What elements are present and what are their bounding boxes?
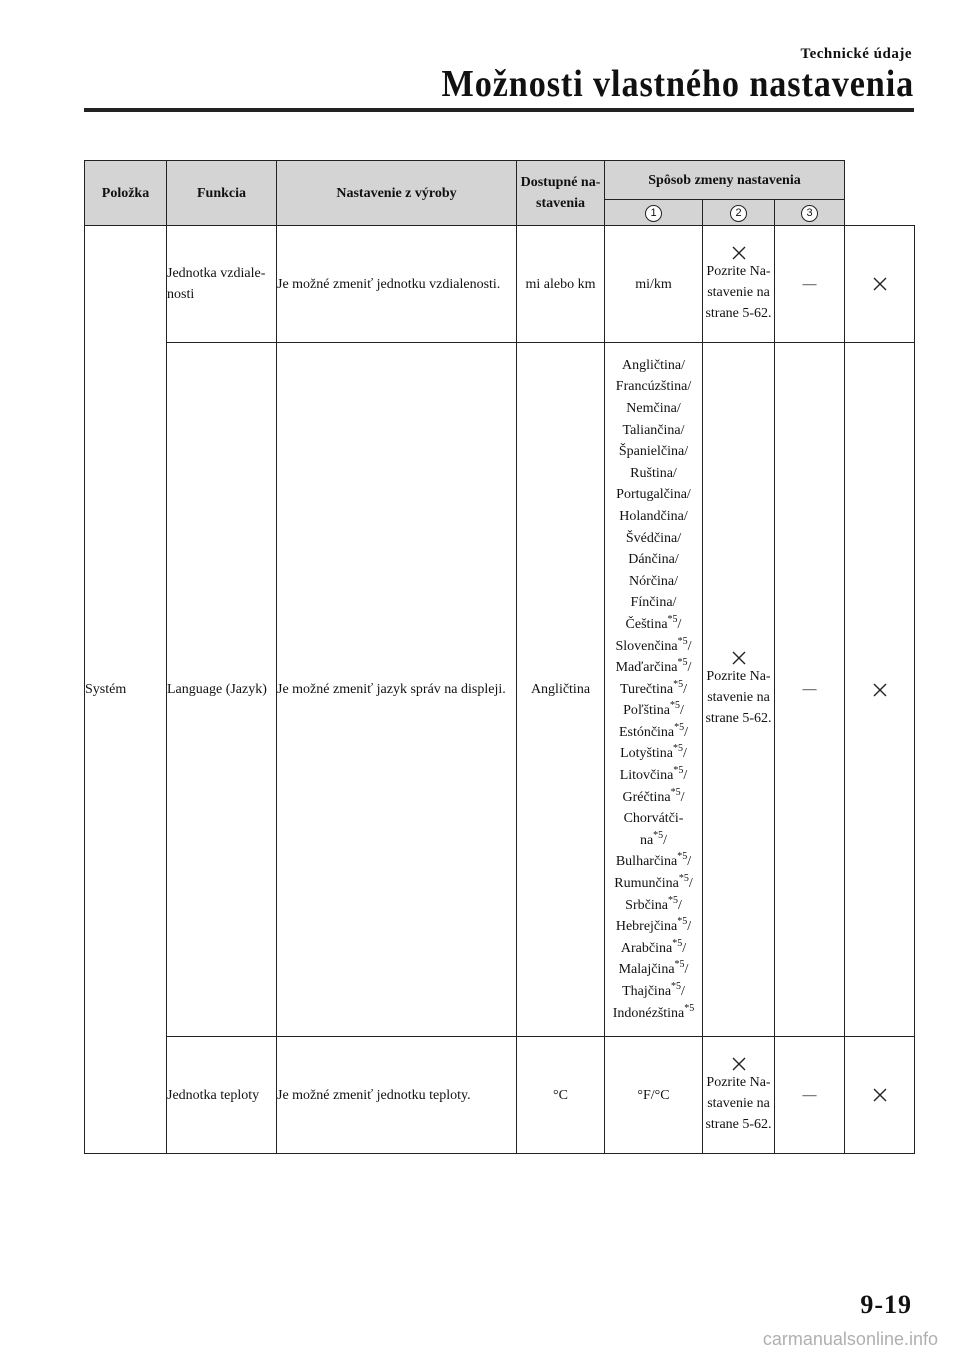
footnote-marker: *5 xyxy=(673,765,684,777)
language-name: Indonézština xyxy=(612,1005,685,1021)
language-item xyxy=(605,528,702,550)
header-function: Funkcia xyxy=(167,161,277,226)
function-cell: Je možné zmeniť jednotku teploty. xyxy=(277,1037,517,1154)
page-number: 9-19 xyxy=(860,1290,912,1319)
separator-slash: / xyxy=(687,660,692,676)
language-item xyxy=(605,981,702,1003)
available-cell: °F/°C xyxy=(605,1037,703,1154)
cross-icon xyxy=(872,276,888,292)
language-name: Portugalčina/ xyxy=(616,487,691,503)
separator-slash: / xyxy=(687,919,692,935)
footnote-marker: *5 xyxy=(684,1002,695,1014)
factory-cell: mi alebo km xyxy=(517,226,605,343)
table-row xyxy=(85,226,915,343)
language-name: Hebrejčina xyxy=(615,919,678,935)
header-rule xyxy=(84,108,914,112)
method-1-cell xyxy=(703,226,775,343)
separator-slash: / xyxy=(687,638,692,654)
header-factory: Nastavenie z výroby xyxy=(277,161,517,226)
language-name: Fínčina/ xyxy=(630,595,677,611)
footnote-marker: *5 xyxy=(674,721,685,733)
footnote-marker: *5 xyxy=(674,959,685,971)
cross-icon xyxy=(731,650,747,666)
separator-slash: / xyxy=(684,962,689,978)
group-cell: Systém xyxy=(85,226,167,1154)
language-name: Taliančina/ xyxy=(622,422,685,438)
method-1-cell xyxy=(703,1037,775,1154)
language-item xyxy=(605,765,702,787)
language-item xyxy=(605,938,702,960)
language-name: Dánčina/ xyxy=(628,552,679,568)
header-method-2 xyxy=(703,200,775,226)
method-1-cell xyxy=(703,343,775,1037)
page-title: Možnosti vlastného nastavenia xyxy=(441,63,914,105)
separator-slash: / xyxy=(681,984,685,1000)
separator-slash: / xyxy=(677,897,682,913)
separator-slash: / xyxy=(683,768,688,784)
language-name: Malajčina xyxy=(618,962,675,978)
language-item xyxy=(605,592,702,614)
method-2-badge: 2 xyxy=(730,205,747,222)
language-item xyxy=(605,571,702,593)
footnote-marker: *5 xyxy=(667,613,678,625)
method-note: Pozrite Nastavenie na strane 5-62. xyxy=(705,669,772,726)
header-change-method: Spôsob zmeny nastavenia xyxy=(605,161,845,200)
language-name: Švédčina/ xyxy=(625,530,682,546)
language-name: Litovčina xyxy=(619,768,674,784)
header-item: Položka xyxy=(85,161,167,226)
footnote-marker: *5 xyxy=(678,873,689,885)
available-cell xyxy=(605,343,703,1037)
language-item xyxy=(605,830,702,852)
section-label: Technické údaje xyxy=(800,46,912,62)
method-2-cell: — xyxy=(775,343,845,1037)
language-item xyxy=(605,851,702,873)
header-method-3 xyxy=(775,200,845,226)
separator-slash: / xyxy=(683,681,688,697)
language-item xyxy=(605,376,702,398)
language-name: Nórčina/ xyxy=(629,573,678,589)
language-item xyxy=(605,808,702,830)
language-name: Nemčina/ xyxy=(626,400,681,416)
language-item xyxy=(605,959,702,981)
footnote-marker: *5 xyxy=(677,916,688,928)
language-item xyxy=(605,484,702,506)
separator-slash: / xyxy=(683,746,687,762)
separator-slash: / xyxy=(684,724,689,740)
table-row xyxy=(85,343,915,1037)
function-cell: Je možné zmeniť jazyk správ na displeji. xyxy=(277,343,517,1037)
header-available: Dostupné nastavenia xyxy=(517,161,605,226)
footnote-marker: *5 xyxy=(677,851,688,863)
footnote-marker: *5 xyxy=(671,981,682,993)
cross-icon xyxy=(872,1087,888,1103)
language-name: Lotyština xyxy=(620,746,673,762)
language-name: Gréčtina xyxy=(622,789,671,805)
footnote-marker: *5 xyxy=(670,786,681,798)
footnote-marker: *5 xyxy=(670,700,681,712)
language-name: Španielčina/ xyxy=(618,444,689,460)
language-item xyxy=(605,506,702,528)
item-cell: Language (Jazyk) xyxy=(167,343,277,1037)
language-item xyxy=(605,549,702,571)
cross-icon xyxy=(872,682,888,698)
separator-slash: / xyxy=(682,940,687,956)
language-item xyxy=(605,441,702,463)
language-name: Arabčina xyxy=(620,940,673,956)
language-item xyxy=(605,873,702,895)
language-item xyxy=(605,636,702,658)
language-name: Turečtina xyxy=(619,681,674,697)
language-item xyxy=(605,463,702,485)
method-3-badge: 3 xyxy=(801,205,818,222)
language-item xyxy=(605,398,702,420)
footnote-marker: *5 xyxy=(672,937,683,949)
language-name: na xyxy=(639,832,654,848)
language-item xyxy=(605,743,702,765)
language-item xyxy=(605,679,702,701)
footnote-marker: *5 xyxy=(653,829,664,841)
separator-slash: / xyxy=(677,616,682,632)
settings-table xyxy=(84,160,915,1154)
language-item xyxy=(605,614,702,636)
footnote-marker: *5 xyxy=(677,657,688,669)
language-name: Holandčina/ xyxy=(619,508,688,524)
method-3-cell xyxy=(845,343,915,1037)
method-note: Pozrite Nastavenie na strane 5-62. xyxy=(705,263,772,321)
language-name: Thajčina xyxy=(622,984,672,1000)
language-item xyxy=(605,700,702,722)
language-name: Slovenčina xyxy=(615,638,678,654)
language-item xyxy=(605,916,702,938)
language-item xyxy=(605,895,702,917)
language-name: Maďarčina xyxy=(615,660,678,676)
footnote-marker: *5 xyxy=(677,635,688,647)
language-item xyxy=(605,722,702,744)
method-3-cell xyxy=(845,226,915,343)
available-cell: mi/km xyxy=(605,226,703,343)
language-item xyxy=(605,657,702,679)
footnote-marker: *5 xyxy=(673,743,683,755)
table-row xyxy=(85,1037,915,1154)
language-item xyxy=(605,1003,702,1025)
language-name: Francúzština/ xyxy=(615,379,692,395)
item-cell: Jednotka teploty xyxy=(167,1037,277,1154)
language-item xyxy=(605,420,702,442)
watermark: carmanualsonline.info xyxy=(762,1329,938,1349)
separator-slash: / xyxy=(680,789,685,805)
separator-slash: / xyxy=(688,876,693,892)
footnote-marker: *5 xyxy=(667,894,678,906)
method-note: Pozrite Nastavenie na strane 5-62. xyxy=(705,1074,772,1132)
header-method-1 xyxy=(605,200,703,226)
separator-slash: / xyxy=(687,854,692,870)
footnote-marker: *5 xyxy=(673,678,684,690)
method-2-cell: — xyxy=(775,1037,845,1154)
cross-icon xyxy=(731,245,747,261)
language-name: Chorvátči- xyxy=(623,811,684,827)
language-item xyxy=(605,355,702,377)
cross-icon xyxy=(731,1056,747,1072)
item-cell: Jednotka vzdialenosti xyxy=(167,226,277,343)
language-name: Poľština xyxy=(623,703,671,719)
method-2-cell: — xyxy=(775,226,845,343)
factory-cell: °C xyxy=(517,1037,605,1154)
language-item xyxy=(605,787,702,809)
function-cell: Je možné zmeniť jednotku vzdialenosti. xyxy=(277,226,517,343)
method-3-cell xyxy=(845,1037,915,1154)
method-1-badge: 1 xyxy=(645,205,662,222)
factory-cell: Angličtina xyxy=(517,343,605,1037)
language-name: Estónčina xyxy=(618,724,675,740)
language-name: Čeština xyxy=(625,616,668,632)
language-list xyxy=(605,353,702,1026)
separator-slash: / xyxy=(680,703,684,719)
language-name: Srbčina xyxy=(625,897,668,913)
language-name: Rumunčina xyxy=(614,876,679,892)
separator-slash: / xyxy=(663,832,668,848)
language-name: Angličtina/ xyxy=(622,357,685,373)
language-name: Bulharčina xyxy=(615,854,678,870)
language-name: Ruština/ xyxy=(630,465,677,481)
